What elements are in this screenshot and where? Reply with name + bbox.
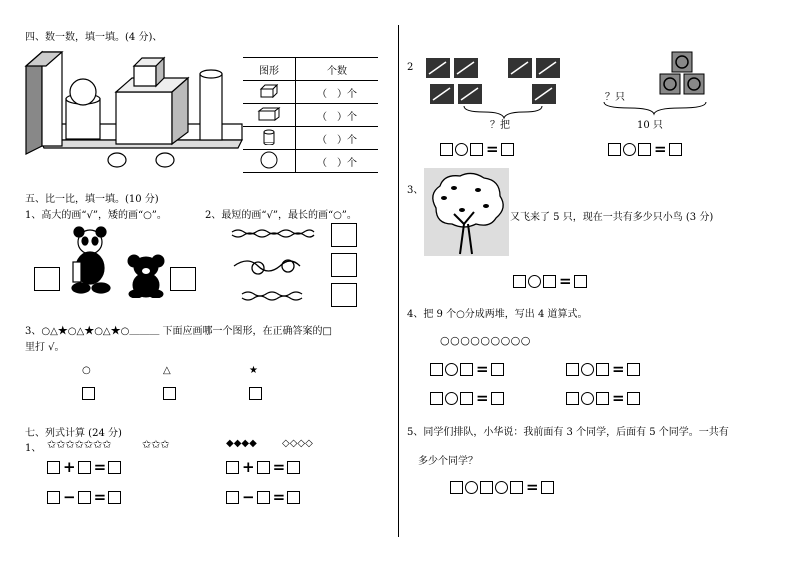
bear-picture bbox=[126, 253, 166, 298]
diamonds-group-a: ◆◆◆◆ bbox=[226, 438, 257, 449]
sec4-title: 四、数一数，填一填。(4 分)、 bbox=[25, 32, 163, 43]
answer-box[interactable] bbox=[440, 143, 453, 156]
sec5-q1: 1、高大的画“√”，矮的画“○”。 bbox=[25, 210, 167, 221]
answer-box[interactable] bbox=[460, 363, 473, 376]
q4-equation-1: = bbox=[430, 362, 506, 378]
operator-circle[interactable] bbox=[581, 392, 594, 405]
q2-a-label: ？把 bbox=[490, 120, 510, 131]
operator-circle[interactable] bbox=[455, 143, 468, 156]
q5-line1: 5、同学们排队，小华说：我前面有 3 个同学，后面有 5 个同学。一共有 bbox=[407, 427, 729, 438]
q2-number: 2 bbox=[407, 62, 414, 73]
answer-box[interactable] bbox=[510, 481, 523, 494]
q2-a-equation: = bbox=[440, 142, 516, 158]
answer-box[interactable] bbox=[257, 461, 270, 474]
operator-circle[interactable] bbox=[495, 481, 508, 494]
answer-box[interactable] bbox=[470, 143, 483, 156]
answer-box-rope-2[interactable] bbox=[331, 253, 357, 277]
q3-number: 3、 bbox=[407, 185, 424, 196]
answer-box[interactable] bbox=[543, 275, 556, 288]
answer-box[interactable] bbox=[78, 491, 91, 504]
table-row-cuboid-count[interactable]: （ ）个 bbox=[296, 104, 379, 127]
answer-box[interactable] bbox=[566, 392, 579, 405]
shapes-illustration bbox=[20, 44, 245, 169]
tree-picture bbox=[424, 168, 509, 256]
sec5-q3-line1: 3、○△★○△★○△★○＿＿＿ 下面应画哪一个图形，在正确答案的□ bbox=[25, 326, 332, 337]
q5-equation: = bbox=[450, 480, 556, 496]
answer-box[interactable] bbox=[627, 363, 640, 376]
answer-box[interactable] bbox=[480, 481, 493, 494]
option-triangle: △ bbox=[163, 365, 171, 376]
q4-equation-4: = bbox=[566, 391, 642, 407]
answer-box[interactable] bbox=[608, 143, 621, 156]
option-circle-checkbox[interactable] bbox=[82, 387, 95, 400]
q3-equation: = bbox=[513, 274, 589, 290]
q4-text: 4、把 9 个○分成两堆，写出 4 道算式。 bbox=[407, 309, 588, 320]
diamonds-group-b: ◇◇◇◇ bbox=[282, 438, 313, 449]
table-row-cylinder-count[interactable]: （ ）个 bbox=[296, 127, 379, 150]
answer-box[interactable] bbox=[430, 392, 443, 405]
q4-equation-2: = bbox=[566, 362, 642, 378]
sec5-title: 五、比一比，填一填。(10 分) bbox=[25, 194, 159, 205]
operator-circle[interactable] bbox=[623, 143, 636, 156]
answer-box[interactable] bbox=[669, 143, 682, 156]
sphere-icon bbox=[260, 151, 278, 169]
cube-icon bbox=[259, 84, 279, 98]
answer-box[interactable] bbox=[47, 461, 60, 474]
answer-box[interactable] bbox=[574, 275, 587, 288]
stars-group-b: ✩✩✩ bbox=[142, 438, 170, 451]
answer-box-rope-3[interactable] bbox=[331, 283, 357, 307]
answer-box[interactable] bbox=[566, 363, 579, 376]
option-triangle-checkbox[interactable] bbox=[163, 387, 176, 400]
answer-box[interactable] bbox=[491, 363, 504, 376]
answer-box[interactable] bbox=[108, 491, 121, 504]
answer-box[interactable] bbox=[460, 392, 473, 405]
sec7-number: 1、 bbox=[25, 443, 42, 454]
answer-box-panda[interactable] bbox=[34, 267, 60, 291]
cylinder-icon bbox=[262, 129, 276, 145]
ropes-picture bbox=[228, 226, 323, 306]
answer-box-bear[interactable] bbox=[170, 267, 196, 291]
q2-b-brace bbox=[600, 100, 710, 116]
answer-box[interactable] bbox=[430, 363, 443, 376]
option-circle: ○ bbox=[82, 365, 91, 376]
diamonds-addition-equation: + = bbox=[226, 460, 302, 476]
operator-circle[interactable] bbox=[581, 363, 594, 376]
diamonds-subtraction-equation: − = bbox=[226, 490, 302, 506]
table-header-count: 个数 bbox=[296, 58, 379, 81]
sec5-q3-line2: 里打 √。 bbox=[25, 342, 65, 353]
table-header-shape: 图形 bbox=[243, 58, 296, 81]
panda-picture bbox=[65, 226, 115, 296]
count-table bbox=[243, 57, 378, 173]
answer-box[interactable] bbox=[226, 461, 239, 474]
option-star-checkbox[interactable] bbox=[249, 387, 262, 400]
sec5-q2: 2、最短的画“√”，最长的画“○”。 bbox=[205, 210, 357, 221]
stars-addition-equation: + = bbox=[47, 460, 123, 476]
answer-box[interactable] bbox=[638, 143, 651, 156]
answer-box[interactable] bbox=[226, 491, 239, 504]
answer-box[interactable] bbox=[450, 481, 463, 494]
q4-equation-3: = bbox=[430, 391, 506, 407]
q2-b-equation: = bbox=[608, 142, 684, 158]
answer-box[interactable] bbox=[108, 461, 121, 474]
operator-circle[interactable] bbox=[528, 275, 541, 288]
sec7-title: 七、列式计算 (24 分) bbox=[25, 428, 122, 439]
answer-box[interactable] bbox=[627, 392, 640, 405]
stars-subtraction-equation: − = bbox=[47, 490, 123, 506]
answer-box[interactable] bbox=[501, 143, 514, 156]
answer-box[interactable] bbox=[287, 491, 300, 504]
answer-box[interactable] bbox=[596, 392, 609, 405]
operator-circle[interactable] bbox=[445, 392, 458, 405]
table-row-sphere-count[interactable]: （ ）个 bbox=[296, 150, 379, 173]
answer-box-rope-1[interactable] bbox=[331, 223, 357, 247]
q4-circles: ○○○○○○○○○ bbox=[440, 334, 531, 347]
operator-circle[interactable] bbox=[445, 363, 458, 376]
stars-group-a: ✩✩✩✩✩✩✩ bbox=[47, 438, 112, 451]
answer-box[interactable] bbox=[491, 392, 504, 405]
table-row-cube-count[interactable]: （ ）个 bbox=[296, 81, 379, 104]
answer-box[interactable] bbox=[596, 363, 609, 376]
answer-box[interactable] bbox=[541, 481, 554, 494]
answer-box[interactable] bbox=[287, 461, 300, 474]
q5-line2: 多少个同学？ bbox=[418, 456, 478, 467]
q3-text: 又飞来了 5 只，现在一共有多少只小鸟 (3 分) bbox=[510, 212, 714, 223]
answer-box[interactable] bbox=[257, 491, 270, 504]
q2-b-label: ？只 bbox=[605, 92, 625, 103]
cuboid-icon bbox=[257, 107, 281, 121]
option-star: ★ bbox=[249, 365, 258, 376]
birds-picture bbox=[656, 50, 708, 98]
answer-box[interactable] bbox=[47, 491, 60, 504]
operator-circle[interactable] bbox=[465, 481, 478, 494]
answer-box[interactable] bbox=[78, 461, 91, 474]
answer-box[interactable] bbox=[513, 275, 526, 288]
q2-b-total: 10 只 bbox=[637, 120, 663, 131]
column-divider bbox=[398, 25, 399, 537]
